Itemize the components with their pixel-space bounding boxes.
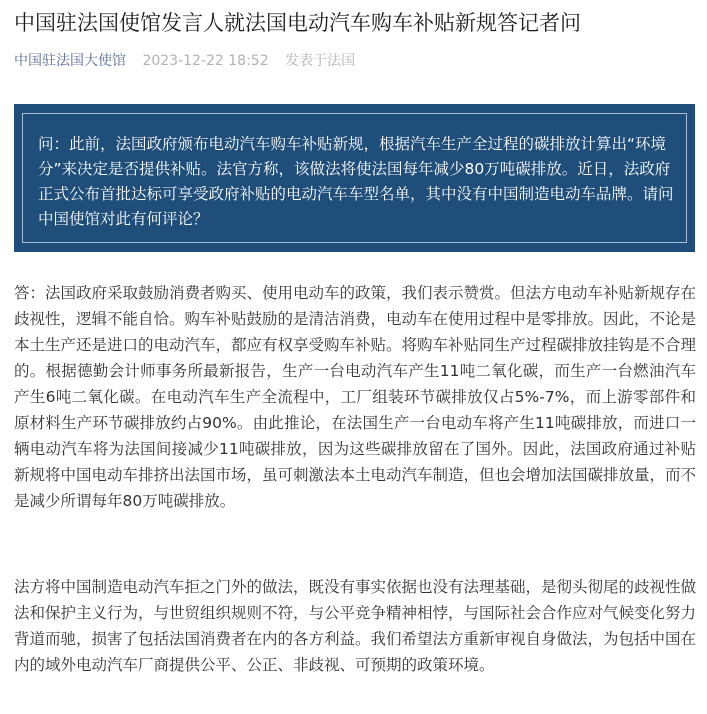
answer-paragraph: 答：法国政府采取鼓励消费者购买、使用电动车的政策，我们表示赞赏。但法方电动车补贴新规存在歧视性，逻辑不能自恰。购车补贴鼓励的是清洁消费，电动车在使用过程中是零排放。因此，不论是本土生产还是进口的电动汽车，都应有权享受购车补贴。将购车补贴同生产过程碳排放挂钩是不合理的。根据德勤会计师事务所最新报告，生产一台电动汽车产生11吨二氧化碳，而生产一台燃油汽车产生6吨二氧化碳。在电动汽车生产全流程中，工厂组装环节碳排放仅占5%-7%，而上游零部件和原材料生产环节碳排放约占90%。由此推论，在法国生产一台电动车将产生11吨碳排放，而进口一辆电动汽车将为法国间接减少11吨碳排放，因为这些碳排放留在了国外。因此，法国政府通过补贴新规将中国电动车排挤出法国市场，虽可刺激法本土电动汽车制造，但也会增加法国碳排放量，而不是减少所谓每年80万吨碳排放。: [14, 284, 697, 510]
publish-location: 发表于法国: [285, 53, 356, 69]
publish-date: 2023-12-22 18:52: [142, 53, 269, 69]
second-paragraph: 法方将中国制造电动汽车拒之门外的做法，既没有事实依据也没有法理基础，是彻头彻尾的歧视性做法和保护主义行为，与世贸组织规则不符，与公平竞争精神相悖，与国际社会合作应对气候变化努力背道而驰，损害了包括法国消费者在内的各方利益。我们希望法方重新审视自身做法，为包括中国在内的域外电动汽车厂商提供公平、公正、非歧视、可预期的政策环境。: [14, 578, 697, 674]
article-title: 中国驻法国使馆发言人就法国电动汽车购车补贴新规答记者问: [14, 11, 581, 35]
question-box: [14, 104, 695, 252]
account-name-link[interactable]: 中国驻法国大使馆: [14, 53, 126, 69]
article-meta: [14, 51, 355, 71]
question-text: 问：此前，法国政府颁布电动汽车购车补贴新规，根据汽车生产全过程的碳排放计算出“环境分”来决定是否提供补贴。法官方称，该做法将使法国每年减少80万吨碳排放。近日，法政府正式公布首批达标可享受政府补贴的电动汽车车型名单，其中没有中国制造电动车品牌。请问中国使馆对此有何评论？: [38, 135, 674, 228]
